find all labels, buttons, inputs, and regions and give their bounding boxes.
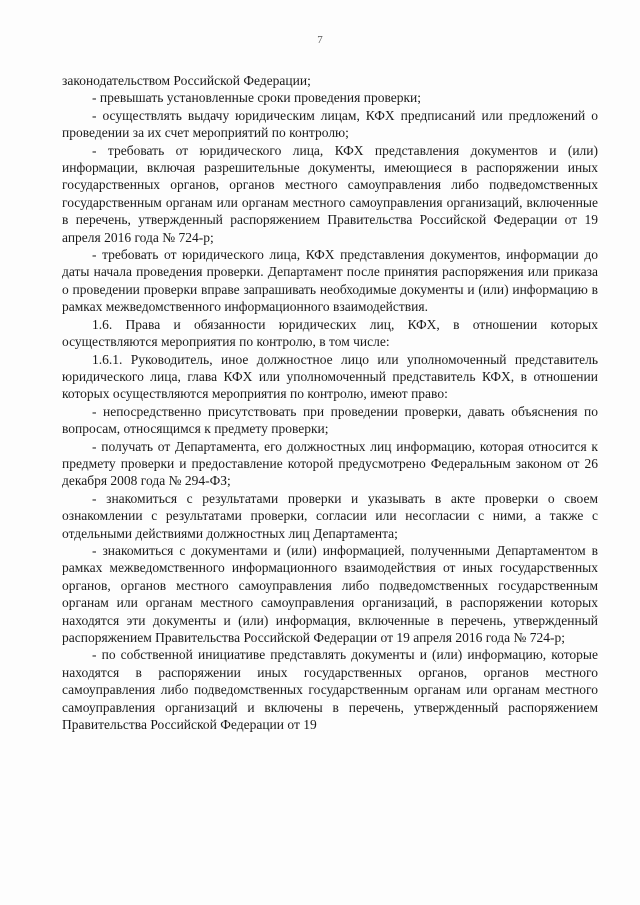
body-text (62, 72, 598, 733)
paragraph-3: - осуществлять выдачу юридическим лицам, КФХ предписаний или предложений о проведении за их счет мероприятий по контролю; (62, 107, 598, 141)
paragraph-7: 1.6.1. Руководитель, иное должностное лицо или уполномоченный представитель юридического лица, глава КФХ или уполномоченный представитель КФХ, в отношении которых осуществляются мероприятия по контролю, имеют право: (62, 351, 598, 402)
paragraph-12: - по собственной инициативе представлять документы и (или) информацию, которые находятся в распоряжении иных государственных органов, органов местного самоуправления либо подведомственных государственным органам или органам местного самоуправления организаций и включены в перечень, утвержденный распоряжением Правительства Российской Федерации от 19 (62, 647, 598, 733)
page-number: 7 (317, 34, 323, 46)
paragraph-1: законодательством Российской Федерации; (62, 73, 311, 88)
paragraph-11: - знакомиться с документами и (или) информацией, полученными Департаментом в рамках межведомственного информационного взаимодействия от иных государственных органов, органов местного самоуправления либо подведомственных государственным органам или органам местного самоуправления организаций, в распоряжении которых находятся эти документы и (или) информация, включенные в перечень, утвержденный распоряжением Правительства Российской Федерации от 19 апреля 2016 года № 724-р; (62, 542, 598, 645)
paragraph-4: - требовать от юридического лица, КФХ представления документов и (или) информации, включая разрешительные документы, имеющиеся в распоряжении иных государственных органов, органов местного самоуправления либо подведомственных государственным органам или органам местного самоуправления организаций, включенные в перечень, утвержденный распоряжением Правительства Российской Федерации от 19 апреля 2016 года № 724-р; (62, 142, 598, 245)
paragraph-6: 1.6. Права и обязанности юридических лиц, КФХ, в отношении которых осуществляются мероприятия по контролю, в том числе: (62, 316, 598, 350)
paragraph-9: - получать от Департамента, его должностных лиц информацию, которая относится к предмету проверки и предоставление которой предусмотрено Федеральным законом от 26 декабря 2008 года № 294-ФЗ; (62, 438, 598, 489)
paragraph-10: - знакомиться с результатами проверки и указывать в акте проверки о своем ознакомлении с результатами проверки, согласии или несогласии с ними, а также с отдельными действиями должностных лиц Департамента; (62, 490, 598, 541)
paragraph-8: - непосредственно присутствовать при проведении проверки, давать объяснения по вопросам, относящимся к предмету проверки; (62, 403, 598, 437)
paragraph-2: - превышать установленные сроки проведения проверки; (92, 90, 422, 106)
paragraph-5: - требовать от юридического лица, КФХ представления документов, информации до даты начала проведения проверки. Департамент после принятия распоряжения или приказа о проведении проверки вправе запрашивать необходимые документы и (или) информацию в рамках межведомственного информационного взаимодействия. (62, 247, 598, 315)
